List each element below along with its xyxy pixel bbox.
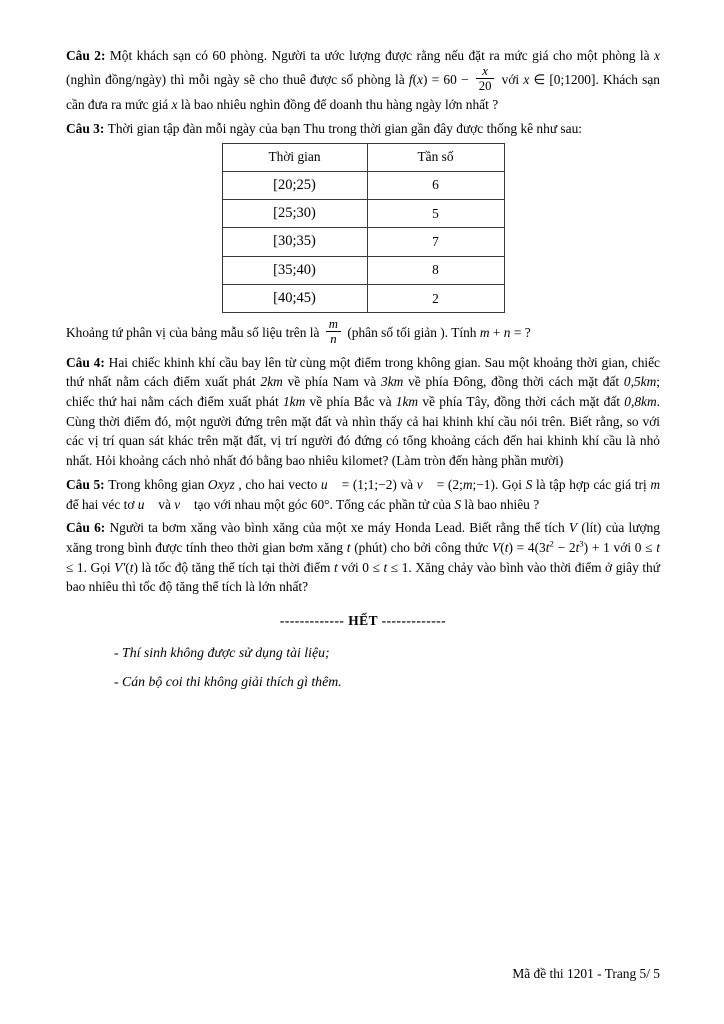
text-run: về phía Bắc và (305, 394, 396, 410)
table-row (222, 256, 504, 284)
text-run: m (479, 325, 490, 340)
text-run: = (2; (433, 476, 463, 492)
text-run: về phía Đông, đồng thời cách mặt đất (403, 374, 624, 390)
text-run: u⃗ (137, 496, 155, 512)
text-run: ( (412, 71, 418, 87)
text-run: x (171, 97, 178, 113)
text-run: 2km (260, 374, 283, 390)
text-run: V′ (114, 559, 126, 575)
text-run: Câu 4: (66, 354, 109, 370)
interval-cell: [40;45) (222, 284, 367, 312)
text-run: t (346, 540, 351, 555)
interval-cell: [25;30) (222, 199, 367, 227)
text-run: t (333, 559, 338, 575)
text-run: V (492, 540, 501, 555)
text-run: Khoảng tứ phân vị của bảng mẫu số liệu trên là (66, 325, 323, 340)
text-run: (nghìn đồng/ngày) thì mỗi ngày sẽ cho thuê được số phòng là (66, 71, 409, 87)
text-run: u⃗ (320, 476, 339, 492)
text-run: là bao nhiêu nghìn đồng để doanh thu hàng ngày lớn nhất ? (177, 97, 499, 113)
text-run: về phía Tây, đồng thời cách mặt đất (418, 394, 625, 410)
text-run: ;−1). Gọi (472, 476, 526, 492)
text-run: 1km (395, 394, 419, 410)
text-run: ) = 60 − (423, 71, 473, 87)
text-run: ) = 4(3 (508, 540, 546, 555)
text-run: t (383, 559, 388, 575)
text-run: 3km (381, 374, 404, 390)
text-run: 1km (282, 394, 306, 410)
text-run: với (497, 71, 524, 87)
text-run: t (545, 540, 550, 555)
text-run: về phía Nam và (282, 374, 381, 390)
frequency-cell: 8 (367, 256, 504, 284)
text-run: f (408, 71, 413, 87)
table-header-row (222, 143, 504, 171)
text-run: m (462, 476, 473, 492)
text-run: Câu 6: (66, 520, 110, 536)
text-run: Người ta bơm xăng vào bình xăng của một xe máy Honda Lead. Biết rằng thể tích (109, 520, 569, 536)
text-run: (phân số tối giản ). Tính (343, 325, 480, 340)
text-run: , cho hai vecto (234, 476, 321, 492)
text-run: Câu 2: (66, 48, 110, 63)
text-run: S (525, 476, 533, 492)
frequency-cell: 7 (367, 228, 504, 256)
table-row (222, 284, 504, 312)
table-row (222, 199, 504, 227)
text-run: để hai véc tơ (66, 496, 138, 512)
text-run: là tập hợp các giá trị (532, 476, 651, 492)
text-run: ; chiếc thứ hai nằm cách điểm xuất phát (66, 374, 661, 410)
text-run: (lít) của lượng xăng trong bình được tính theo thời gian bơm xăng (66, 520, 660, 555)
text-run: Thời gian tập đàn mỗi ngày của bạn Thu trong thời gian gần đây được thống kê như sau: (107, 120, 582, 136)
question-6 (66, 518, 660, 597)
text-run: t (656, 540, 660, 555)
exam-content (66, 46, 660, 701)
text-run: n (503, 325, 511, 340)
text-run: ∈ [0;1200]. Khách sạn cần đưa ra mức giá (66, 71, 660, 113)
text-run: ( (500, 540, 505, 555)
table-header-frequency: Tần số (367, 143, 504, 171)
question-2 (66, 46, 660, 115)
text-run: t (129, 559, 134, 575)
interval-cell: [35;40) (222, 256, 367, 284)
text-run: x (654, 48, 660, 63)
text-run: và (154, 496, 175, 512)
interval-cell: [20;25) (222, 171, 367, 199)
text-run: ) + 1 với 0 ≤ (583, 540, 657, 555)
text-run: v⃗ (174, 496, 191, 512)
exam-note-1: - Thí sinh không được sử dụng tài liệu; (114, 644, 330, 660)
text-run: ≤ 1. Xăng chảy vào bình vào thời điểm ở giây thứ bao nhiêu thì tốc độ tăng thể tích là lớn nhất? (66, 559, 661, 595)
question-4 (66, 353, 660, 471)
page-footer: Mã đề thi 1201 - Trang 5/ 5 (512, 966, 660, 981)
fraction: $\frac{m}{n}$ (326, 317, 341, 347)
text-run: . Cùng thời điểm đó, một người đứng trên mặt đất và nhìn thấy cả hai khinh khí cầu nói trên. Biết rằng, so với các vị trí quan sát khác trên mặt đất, vị trí người đó đứng có tổng khoảng cách đến hai khinh khí cầu là nhỏ nhất. Hỏi khoảng cách nhỏ nhất đó bằng bao nhiêu kilomet? (Làm tròn đến hàng phần mười) (66, 394, 661, 469)
text-run: (phút) cho bởi công thức (350, 540, 493, 555)
text-run: V (568, 520, 578, 536)
text-run: v⃗ (416, 476, 434, 492)
text-run: + (489, 325, 504, 340)
table-row (222, 171, 504, 199)
text-run: Một khách sạn có 60 phòng. Người ta ước lượng được rằng nếu đặt ra mức giá cho một phòng là (109, 48, 655, 63)
question-5 (66, 475, 660, 514)
question-3-quartile (66, 319, 660, 349)
text-run: ≤ 1. Gọi (66, 559, 115, 575)
text-run: Câu 3: (66, 120, 108, 136)
exam-note-2: - Cán bộ coi thi không giải thích gì thêm. (114, 674, 342, 690)
text-run: − 2 (553, 540, 576, 555)
text-run: t (575, 540, 580, 555)
end-marker: ------------- HẾT ------------- (279, 613, 447, 629)
text-run: ( (125, 559, 130, 575)
frequency-table (222, 143, 505, 314)
text-run: m (650, 476, 660, 492)
text-run: Oxyz (207, 476, 235, 492)
text-run: 3 (579, 538, 584, 549)
table-header-time: Thời gian (222, 143, 367, 171)
text-run: 0,5km (623, 374, 657, 390)
frequency-cell: 5 (367, 199, 504, 227)
frequency-cell: 6 (367, 171, 504, 199)
question-3-intro (66, 119, 660, 139)
table-row (222, 228, 504, 256)
interval-cell: [30;35) (222, 228, 367, 256)
text-run: 0,8km (624, 394, 657, 410)
text-run: Câu 5: (66, 476, 109, 492)
text-run: ) là tốc độ tăng thể tích tại thời điểm (133, 559, 334, 575)
frequency-cell: 2 (367, 284, 504, 312)
fraction: $\frac{x}{20}$ (476, 64, 495, 94)
text-run: Hai chiếc khinh khí cầu bay lên từ cùng một điểm trong không gian. Sau một khoảng thời gian, chiếc thứ nhất nằm cách điểm xuất phát (66, 354, 660, 390)
text-run: = (1;1;−2) và (338, 476, 417, 492)
text-run: là bao nhiêu ? (461, 496, 540, 512)
text-run: x (417, 71, 423, 87)
text-run: 2 (549, 538, 554, 549)
text-run: = ? (510, 325, 531, 340)
text-run: x (523, 71, 530, 87)
text-run: tạo với nhau một góc 60°. Tổng các phần tử của (190, 496, 455, 512)
text-run: với 0 ≤ (337, 559, 384, 575)
text-run: t (504, 540, 509, 555)
text-run: Trong không gian (108, 476, 208, 492)
text-run: S (454, 496, 462, 512)
